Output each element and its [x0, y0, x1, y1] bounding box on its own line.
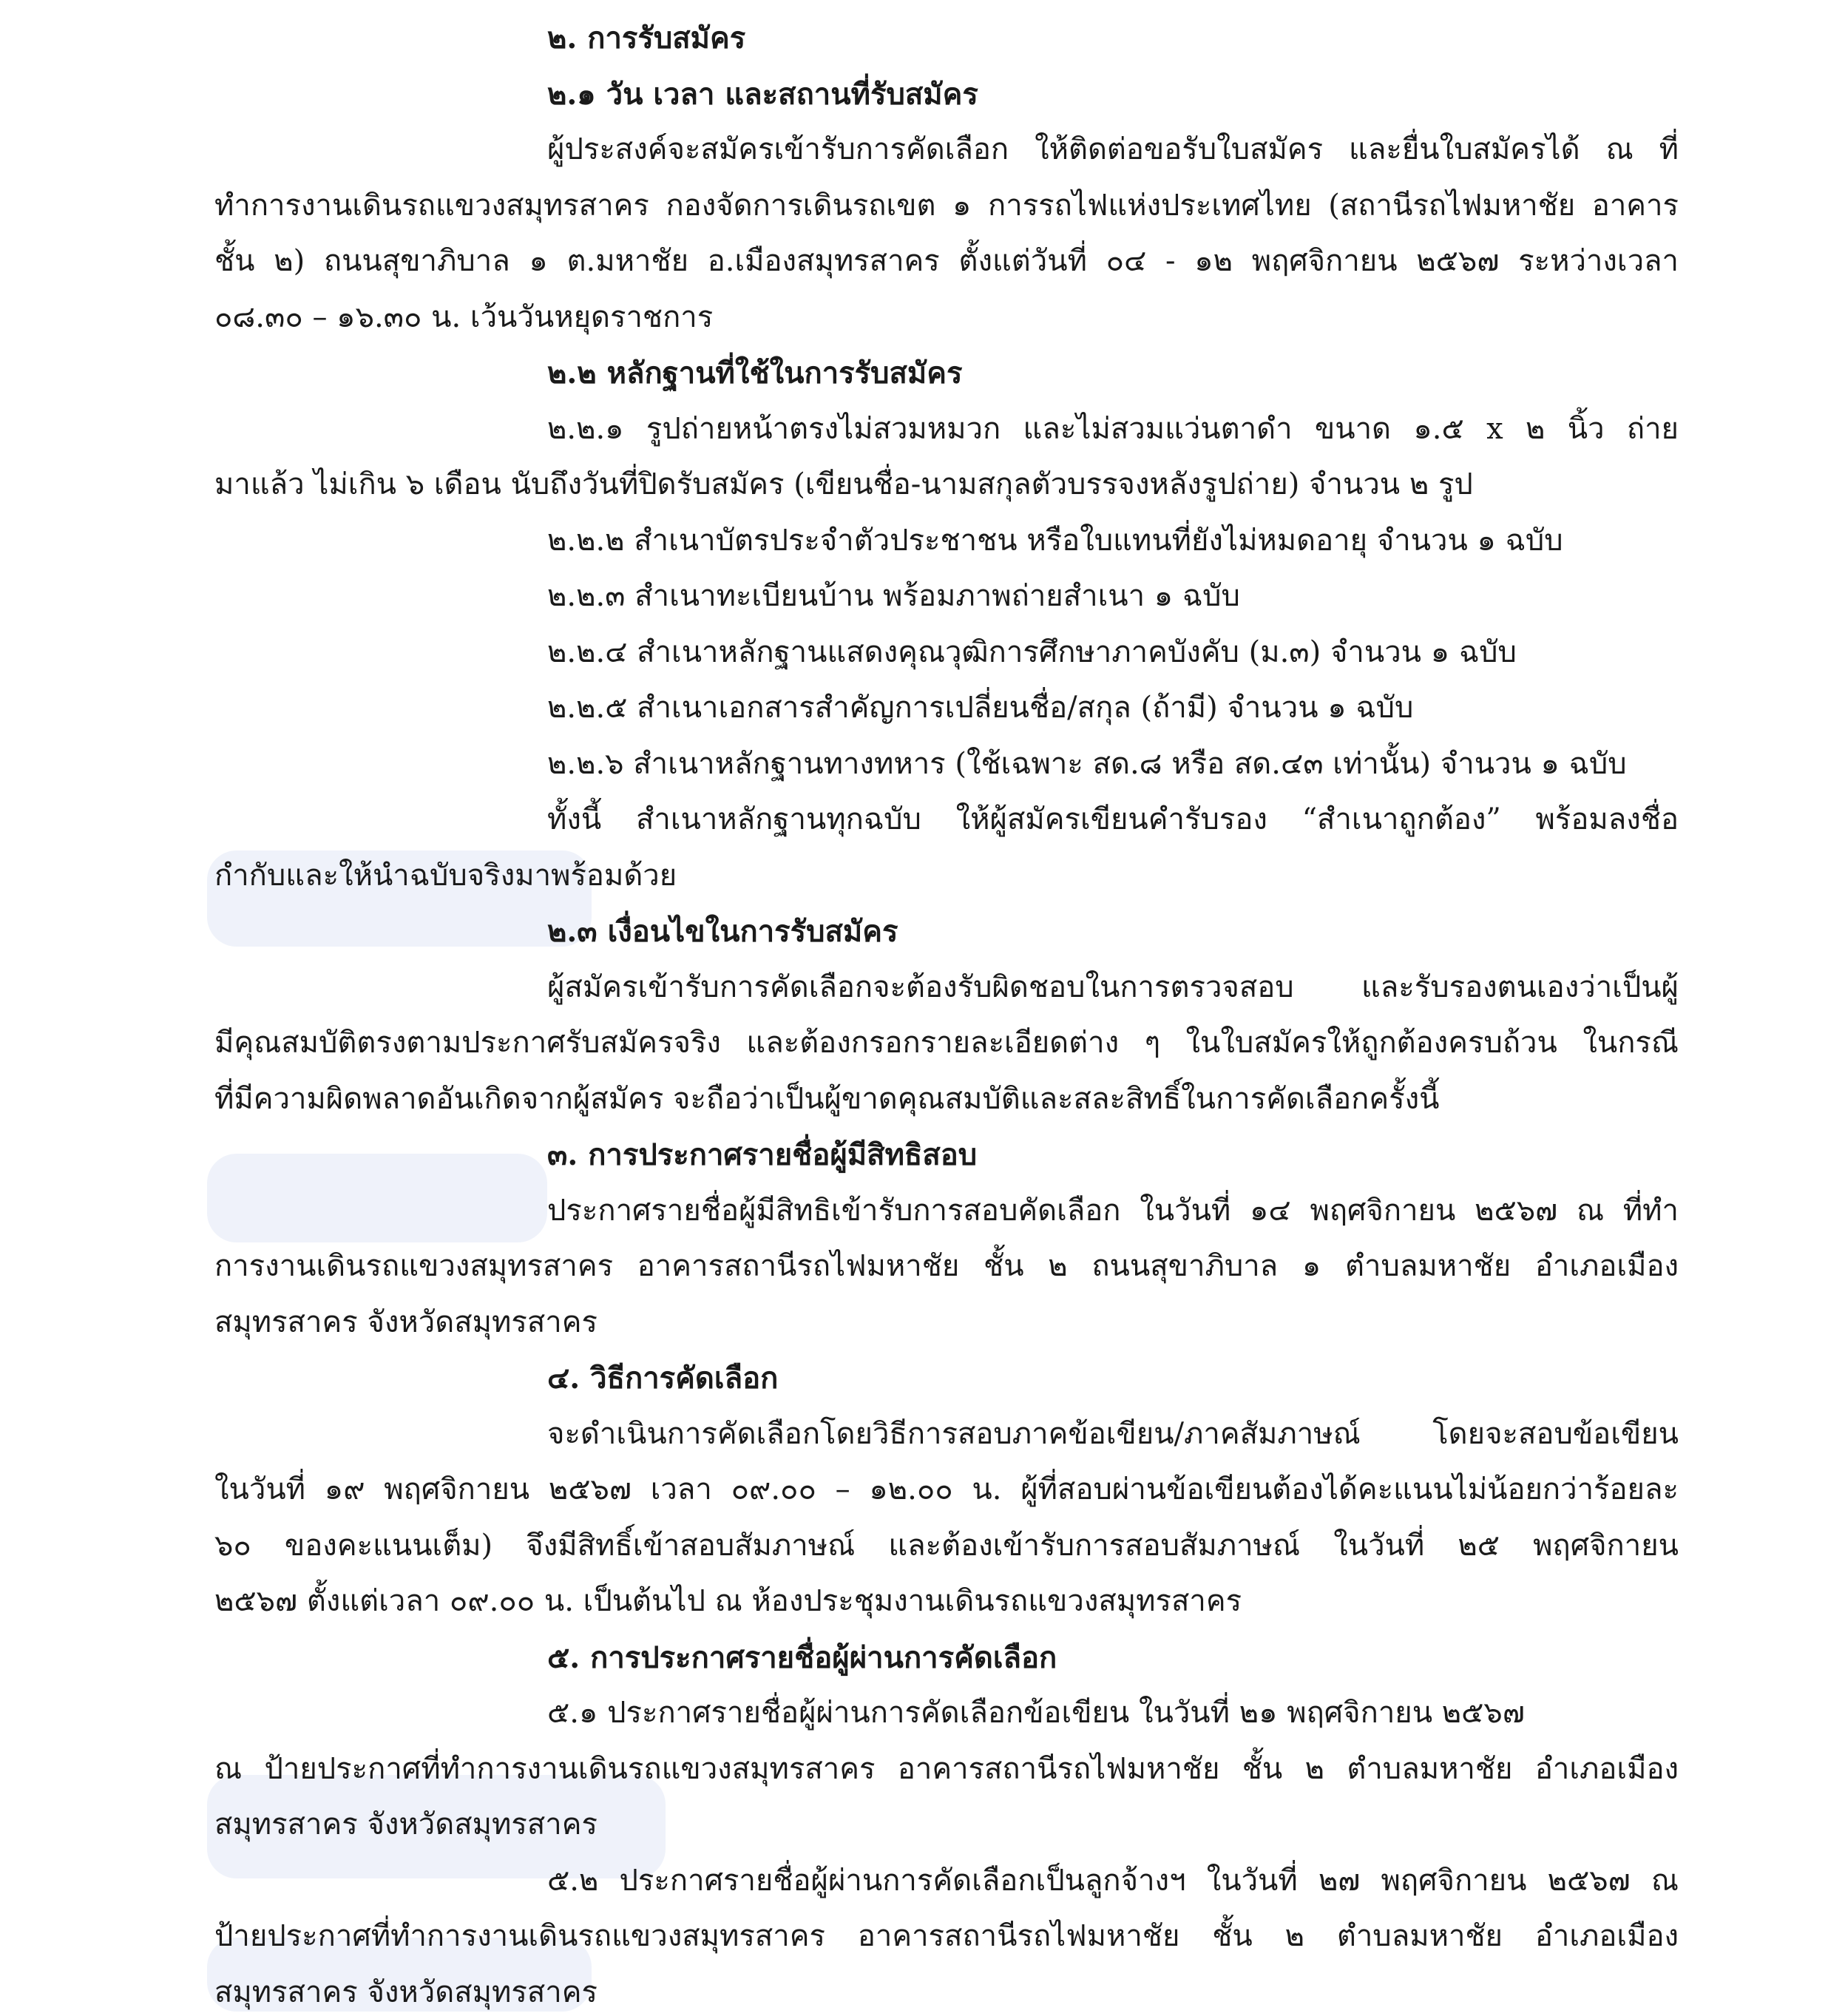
paragraph-line: ๕.๑ ประกาศรายชื่อผู้ผ่านการคัดเลือกข้อเขียน ในวันที่ ๒๑ พฤศจิกายน ๒๕๖๗ [547, 1696, 1525, 1730]
paragraph-line: ๖๐ ของคะแนนเต็ม) จึงมีสิทธิ์เข้าสอบสัมภาษณ์ และต้องเข้ารับการสอบสัมภาษณ์ ในวันที่ ๒๕ พฤศจิกายน [214, 1528, 1679, 1563]
section-heading: ๒. การรับสมัคร [547, 21, 746, 55]
paragraph-line: ๒.๒.๔ สำเนาหลักฐานแสดงคุณวุฒิการศึกษาภาคบังคับ (ม.๓) จำนวน ๑ ฉบับ [547, 635, 1517, 669]
paragraph-line: ประกาศรายชื่อผู้มีสิทธิเข้ารับการสอบคัดเลือก ในวันที่ ๑๔ พฤศจิกายน ๒๕๖๗ ณ ที่ทำ [547, 1193, 1679, 1228]
paragraph-line: มีคุณสมบัติตรงตามประกาศรับสมัครจริง และต้องกรอกรายละเอียดต่าง ๆ ในใบสมัครให้ถูกต้องครบถ้วน ในกรณี [214, 1026, 1679, 1060]
paragraph-line: ๒.๒.๖ สำเนาหลักฐานทางทหาร (ใช้เฉพาะ สด.๘ หรือ สด.๔๓ เท่านั้น) จำนวน ๑ ฉบับ [547, 746, 1627, 781]
section-heading: ๕. การประกาศรายชื่อผู้ผ่านการคัดเลือก [547, 1640, 1057, 1675]
paragraph-line: ทั้งนี้ สำเนาหลักฐานทุกฉบับ ให้ผู้สมัครเขียนคำรับรอง “สำเนาถูกต้อง” พร้อมลงชื่อ [547, 802, 1679, 836]
paragraph-line: ที่มีความผิดพลาดอันเกิดจากผู้สมัคร จะถือว่าเป็นผู้ขาดคุณสมบัติและสละสิทธิ์ในการคัดเลือกครั้งนี้ [214, 1081, 1440, 1116]
paragraph-line: ผู้สมัครเข้ารับการคัดเลือกจะต้องรับผิดชอบในการตรวจสอบ และรับรองตนเองว่าเป็นผู้ [547, 970, 1679, 1004]
paragraph-line: ๒.๒.๕ สำเนาเอกสารสำคัญการเปลี่ยนชื่อ/สกุล (ถ้ามี) จำนวน ๑ ฉบับ [547, 691, 1414, 725]
paragraph-line: ป้ายประกาศที่ทำการงานเดินรถแขวงสมุทรสาคร อาคารสถานีรถไฟมหาชัย ชั้น ๒ ตำบลมหาชัย อำเภอเมือง [214, 1919, 1679, 1953]
paragraph-line: ชั้น ๒) ถนนสุขาภิบาล ๑ ต.มหาชัย อ.เมืองสมุทรสาคร ตั้งแต่วันที่ ๐๔ - ๑๒ พฤศจิกายน ๒๕๖๗ ระหว่างเวลา [214, 244, 1679, 278]
paragraph-line: การงานเดินรถแขวงสมุทรสาคร อาคารสถานีรถไฟมหาชัย ชั้น ๒ ถนนสุขาภิบาล ๑ ตำบลมหาชัย อำเภอเมือง [214, 1249, 1679, 1283]
paragraph-line: สมุทรสาคร จังหวัดสมุทรสาคร [214, 1305, 597, 1339]
paragraph-line: ทำการงานเดินรถแขวงสมุทรสาคร กองจัดการเดินรถเขต ๑ การรถไฟแห่งประเทศไทย (สถานีรถไฟมหาชัย อาคาร [214, 188, 1679, 223]
paragraph-line: ๒๕๖๗ ตั้งแต่เวลา ๐๙.๐๐ น. เป็นต้นไป ณ ห้องประชุมงานเดินรถแขวงสมุทรสาคร [214, 1584, 1242, 1618]
paragraph-line: ๒.๒.๑ รูปถ่ายหน้าตรงไม่สวมหมวก และไม่สวมแว่นตาดำ ขนาด ๑.๕ x ๒ นิ้ว ถ่าย [547, 411, 1679, 446]
paragraph-line: จะดำเนินการคัดเลือกโดยวิธีการสอบภาคข้อเขียน/ภาคสัมภาษณ์ โดยจะสอบข้อเขียน [547, 1416, 1679, 1451]
paragraph-line: กำกับและให้นำฉบับจริงมาพร้อมด้วย [214, 858, 677, 893]
section-heading: ๒.๓ เงื่อนไขในการรับสมัคร [547, 914, 898, 949]
section-heading: ๔. วิธีการคัดเลือก [547, 1361, 779, 1396]
paragraph-line: ๐๘.๓๐ – ๑๖.๓๐ น. เว้นวันหยุดราชการ [214, 300, 714, 334]
paragraph-line: ๒.๒.๒ สำเนาบัตรประจำตัวประชาชน หรือใบแทนที่ยังไม่หมดอายุ จำนวน ๑ ฉบับ [547, 523, 1563, 558]
document-body [214, 10, 1679, 2016]
paragraph-line: สมุทรสาคร จังหวัดสมุทรสาคร [214, 1807, 597, 1841]
paragraph-line: ณ ป้ายประกาศที่ทำการงานเดินรถแขวงสมุทรสาคร อาคารสถานีรถไฟมหาชัย ชั้น ๒ ตำบลมหาชัย อำเภอเมือง [214, 1751, 1679, 1786]
paragraph-line: ๕.๒ ประกาศรายชื่อผู้ผ่านการคัดเลือกเป็นลูกจ้างฯ ในวันที่ ๒๗ พฤศจิกายน ๒๕๖๗ ณ [547, 1863, 1679, 1898]
paragraph-line: มาแล้ว ไม่เกิน ๖ เดือน นับถึงวันที่ปิดรับสมัคร (เขียนชื่อ-นามสกุลตัวบรรจงหลังรูปถ่าย) จำนวน ๒ รูป [214, 467, 1473, 501]
paragraph-line: สมุทรสาคร จังหวัดสมุทรสาคร [214, 1975, 597, 2009]
section-heading: ๒.๒ หลักฐานที่ใช้ในการรับสมัคร [547, 356, 963, 390]
section-heading: ๓. การประกาศรายชื่อผู้มีสิทธิสอบ [547, 1137, 978, 1172]
paragraph-line: ในวันที่ ๑๙ พฤศจิกายน ๒๕๖๗ เวลา ๐๙.๐๐ – ๑๒.๐๐ น. ผู้ที่สอบผ่านข้อเขียนต้องได้คะแนนไม่น้อยกว่าร้อยละ [214, 1472, 1679, 1506]
paragraph-line: ผู้ประสงค์จะสมัครเข้ารับการคัดเลือก ให้ติดต่อขอรับใบสมัคร และยื่นใบสมัครได้ ณ ที่ [547, 132, 1679, 166]
paragraph-line: ๒.๒.๓ สำเนาทะเบียนบ้าน พร้อมภาพถ่ายสำเนา ๑ ฉบับ [547, 579, 1240, 613]
section-heading: ๒.๑ วัน เวลา และสถานที่รับสมัคร [547, 76, 978, 112]
